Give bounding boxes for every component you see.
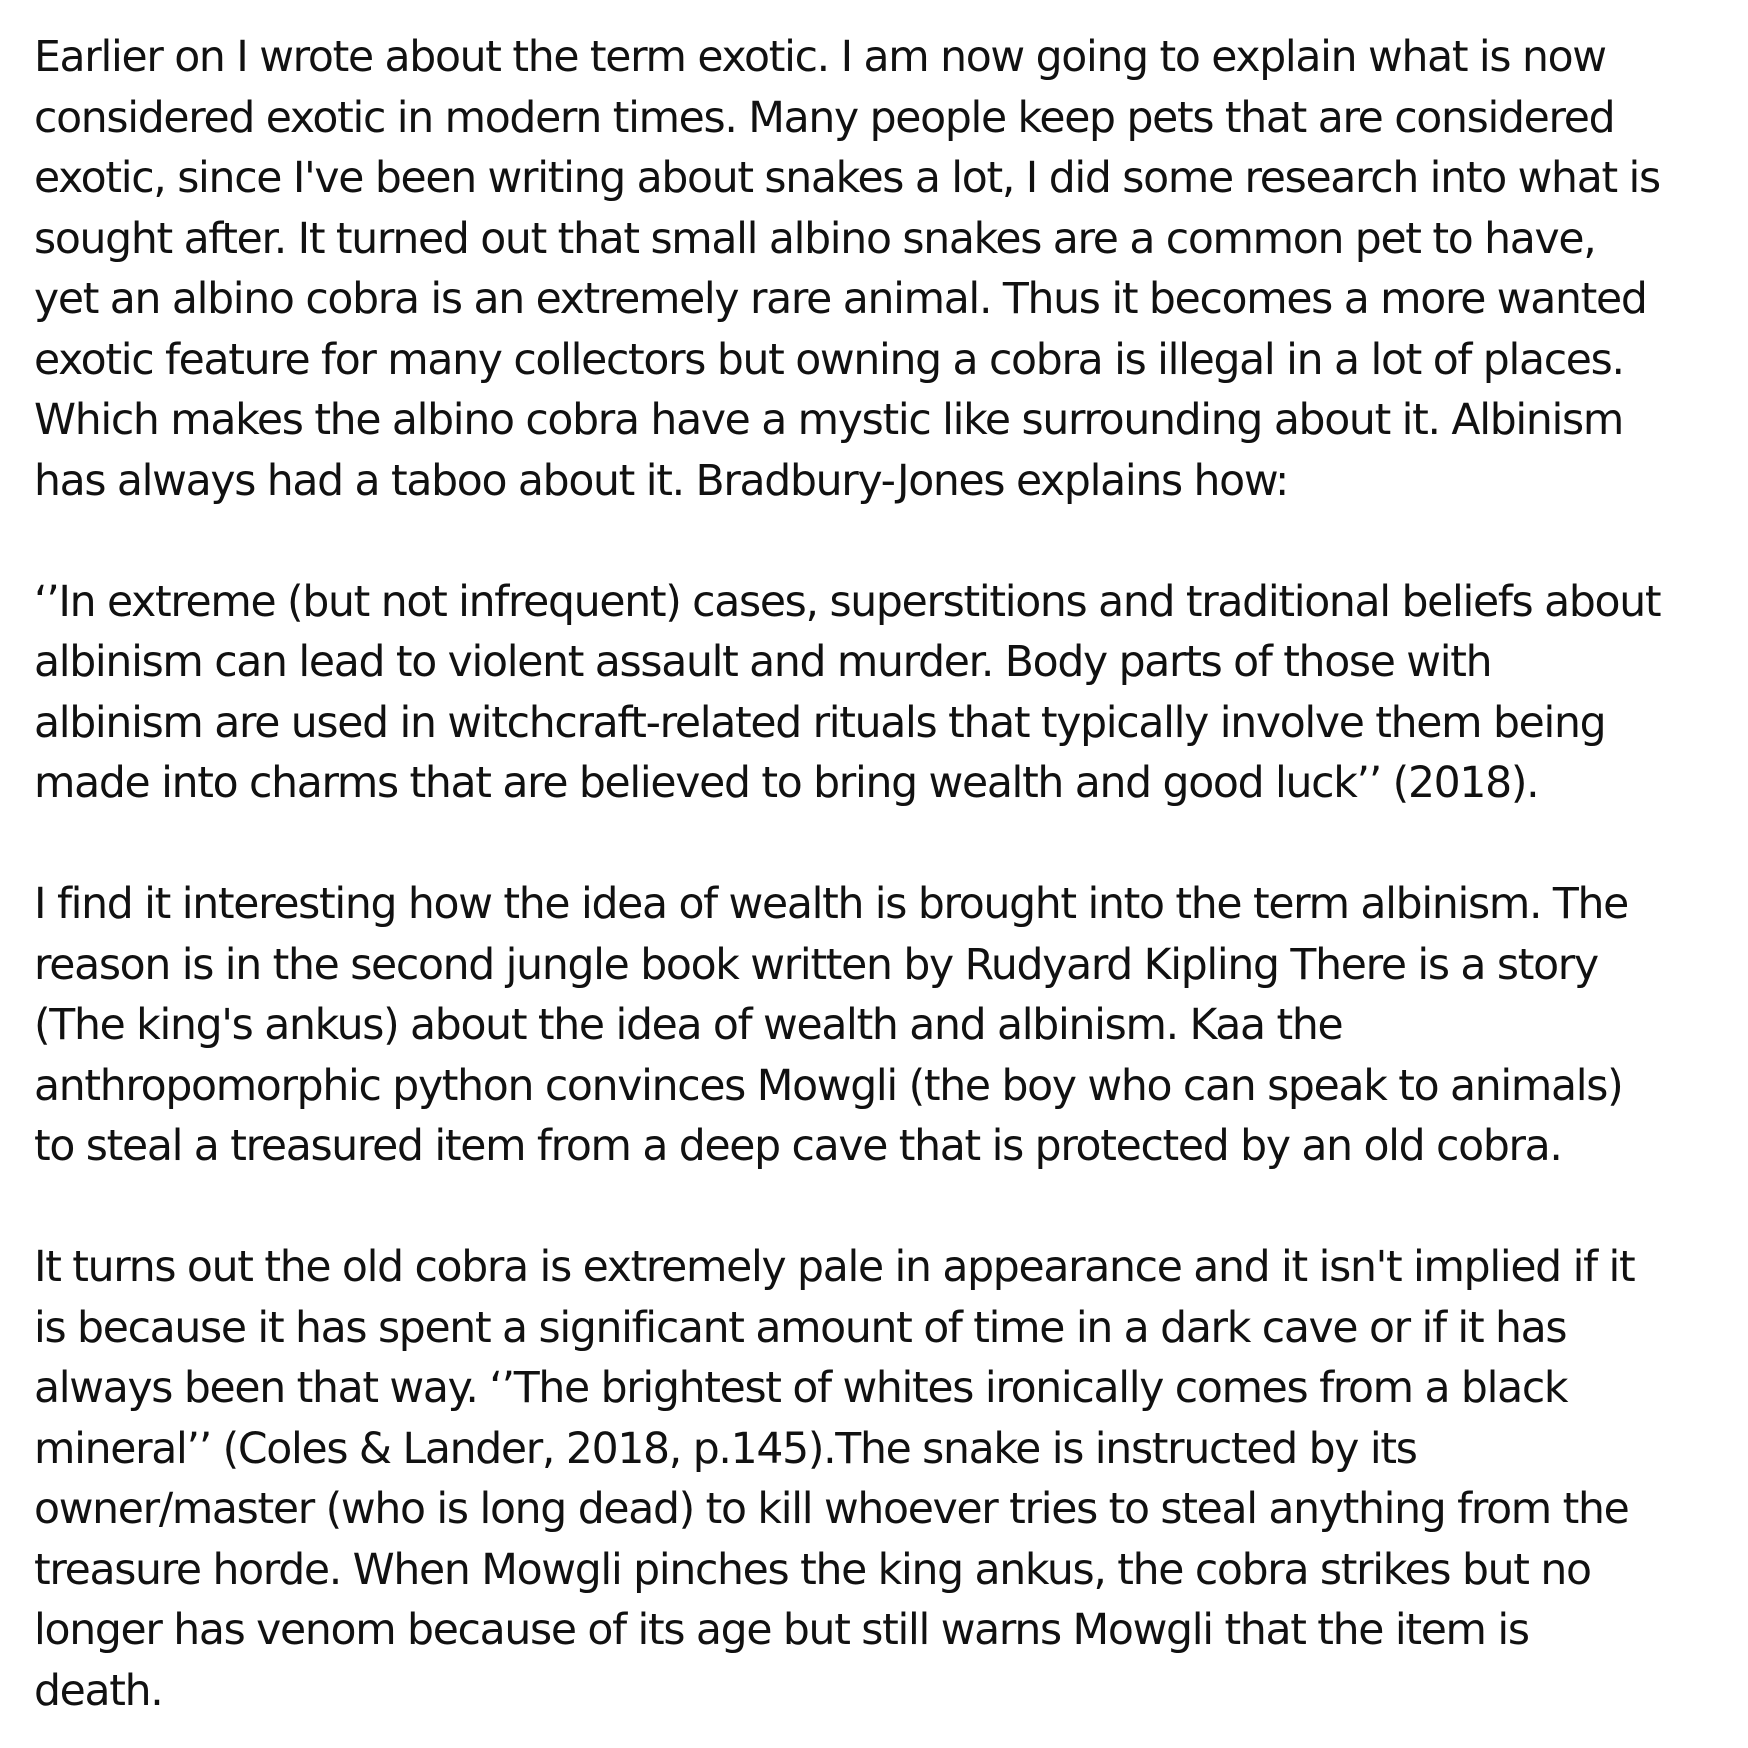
text-line: is because it has spent a significant amount of time in a dark cave or if it has: [34, 1303, 1567, 1353]
paragraph-jungle-book: [34, 875, 1724, 1178]
text-line: has always had a taboo about it. Bradbury-Jones explains how:: [34, 456, 1289, 506]
text-line: mineral’’ (Coles & Lander, 2018, p.145).The snake is instructed by its: [34, 1424, 1417, 1474]
text-line: longer has venom because of its age but still warns Mowgli that the item is: [34, 1606, 1529, 1655]
text-line: reason is in the second jungle book written by Rudyard Kipling There is a story: [34, 940, 1598, 990]
text-line: exotic, since I've been writing about snakes a lot, I did some research into what is: [34, 154, 1660, 203]
text-line: sought after. It turned out that small albino snakes are a common pet to have,: [34, 214, 1596, 264]
text-line: I find it interesting how the idea of wealth is brought into the term albinism. The: [34, 880, 1629, 929]
text-line: considered exotic in modern times. Many people keep pets that are considered: [34, 93, 1615, 143]
text-line: owner/master (who is long dead) to kill whoever tries to steal anything from the: [34, 1485, 1629, 1534]
text-line: death.: [34, 1666, 163, 1716]
text-line: Earlier on I wrote about the term exotic. I am now going to explain what is now: [34, 33, 1606, 82]
text-line: (The king's ankus) about the idea of wealth and albinism. Kaa the: [34, 1001, 1343, 1050]
text-line: Which makes the albino cobra have a mystic like surrounding about it. Albinism: [34, 396, 1623, 445]
text-line: exotic feature for many collectors but owning a cobra is illegal in a lot of places.: [34, 335, 1624, 385]
text-line: albinism can lead to violent assault and murder. Body parts of those with: [34, 638, 1492, 687]
text-line: yet an albino cobra is an extremely rare animal. Thus it becomes a more wanted: [34, 275, 1647, 324]
text-line: treasure horde. When Mowgli pinches the king ankus, the cobra strikes but no: [34, 1545, 1591, 1595]
paragraph-old-cobra: [34, 1238, 1724, 1722]
text-line: to steal a treasured item from a deep cave that is protected by an old cobra.: [34, 1122, 1562, 1171]
paragraph-exotic-pets: [34, 28, 1724, 512]
text-line: It turns out the old cobra is extremely pale in appearance and it isn't implied if it: [34, 1243, 1635, 1292]
text-line: made into charms that are believed to bring wealth and good luck’’ (2018).: [34, 759, 1539, 808]
text-line: albinism are used in witchcraft-related rituals that typically involve them being: [34, 698, 1606, 748]
text-line: anthropomorphic python convinces Mowgli (the boy who can speak to animals): [34, 1061, 1623, 1111]
paragraph-quote-bradbury-jones: [34, 573, 1724, 815]
text-line: ‘’In extreme (but not infrequent) cases, superstitions and traditional beliefs about: [34, 577, 1661, 627]
text-line: always been that way. ‘’The brightest of whites ironically comes from a black: [34, 1364, 1568, 1413]
